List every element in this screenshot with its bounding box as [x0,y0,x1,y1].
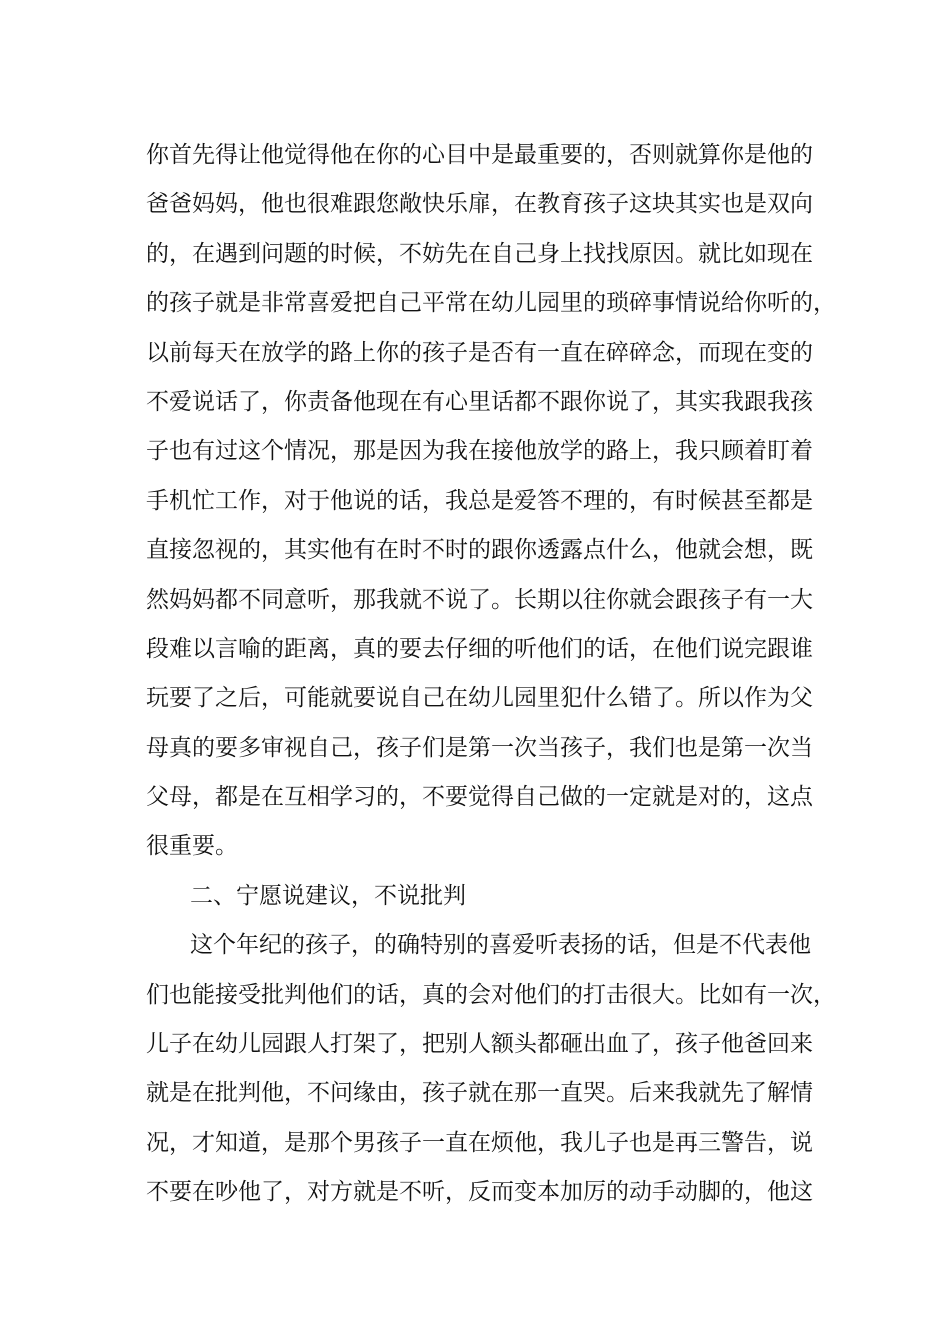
text-line: 不要在吵他了，对方就是不听，反而变本加厉的动手动脚的，他这 [146,1179,813,1206]
text-line: 父母，都是在互相学习的，不要觉得自己做的一定就是对的，这点 [146,784,813,811]
text-line: 的，在遇到问题的时候，不妨先在自己身上找找原因。就比如现在 [146,240,813,267]
text-line: 以前每天在放学的路上你的孩子是否有一直在碎碎念，而现在变的 [146,339,813,366]
text-line: 就是在批判他，不问缘由，孩子就在那一直哭。后来我就先了解情 [146,1080,813,1107]
text-line: 的孩子就是非常喜爱把自己平常在幼儿园里的琐碎事情说给你听的， [146,290,836,317]
text-line: 直接忽视的，其实他有在时不时的跟你透露点什么，他就会想，既 [146,537,813,564]
text-line: 玩要了之后，可能就要说自己在幼儿园里犯什么错了。所以作为父 [146,685,813,712]
text-line: 况，才知道，是那个男孩子一直在烦他，我儿子也是再三警告，说 [146,1129,813,1156]
section-heading: 二、宁愿说建议，不说批判 [190,882,466,909]
text-line: 子也有过这个情况，那是因为我在接他放学的路上，我只顾着盯着 [146,438,813,465]
text-line: 然妈妈都不同意听，那我就不说了。长期以往你就会跟孩子有一大 [146,586,813,613]
text-line: 不爱说话了，你责备他现在有心里话都不跟你说了，其实我跟我孩 [146,388,813,415]
text-line: 这个年纪的孩子，的确特别的喜爱听表扬的话，但是不代表他 [190,932,811,959]
text-line: 你首先得让他觉得他在你的心目中是最重要的，否则就算你是他的 [146,142,813,168]
text-line: 们也能接受批判他们的话，真的会对他们的打击很大。比如有一次， [146,981,836,1008]
text-line: 母真的要多审视自己，孩子们是第一次当孩子，我们也是第一次当 [146,734,813,761]
text-line: 很重要。 [146,833,238,860]
body-text [146,131,836,1218]
text-line: 手机忙工作，对于他说的话，我总是爱答不理的，有时候甚至都是 [146,487,813,514]
text-line: 段难以言喻的距离，真的要去仔细的听他们的话，在他们说完跟谁 [146,635,813,662]
text-line: 儿子在幼儿园跟人打架了，把别人额头都砸出血了，孩子他爸回来 [146,1031,813,1058]
text-line: 爸爸妈妈，他也很难跟您敞快乐扉，在教育孩子这块其实也是双向 [146,191,813,218]
